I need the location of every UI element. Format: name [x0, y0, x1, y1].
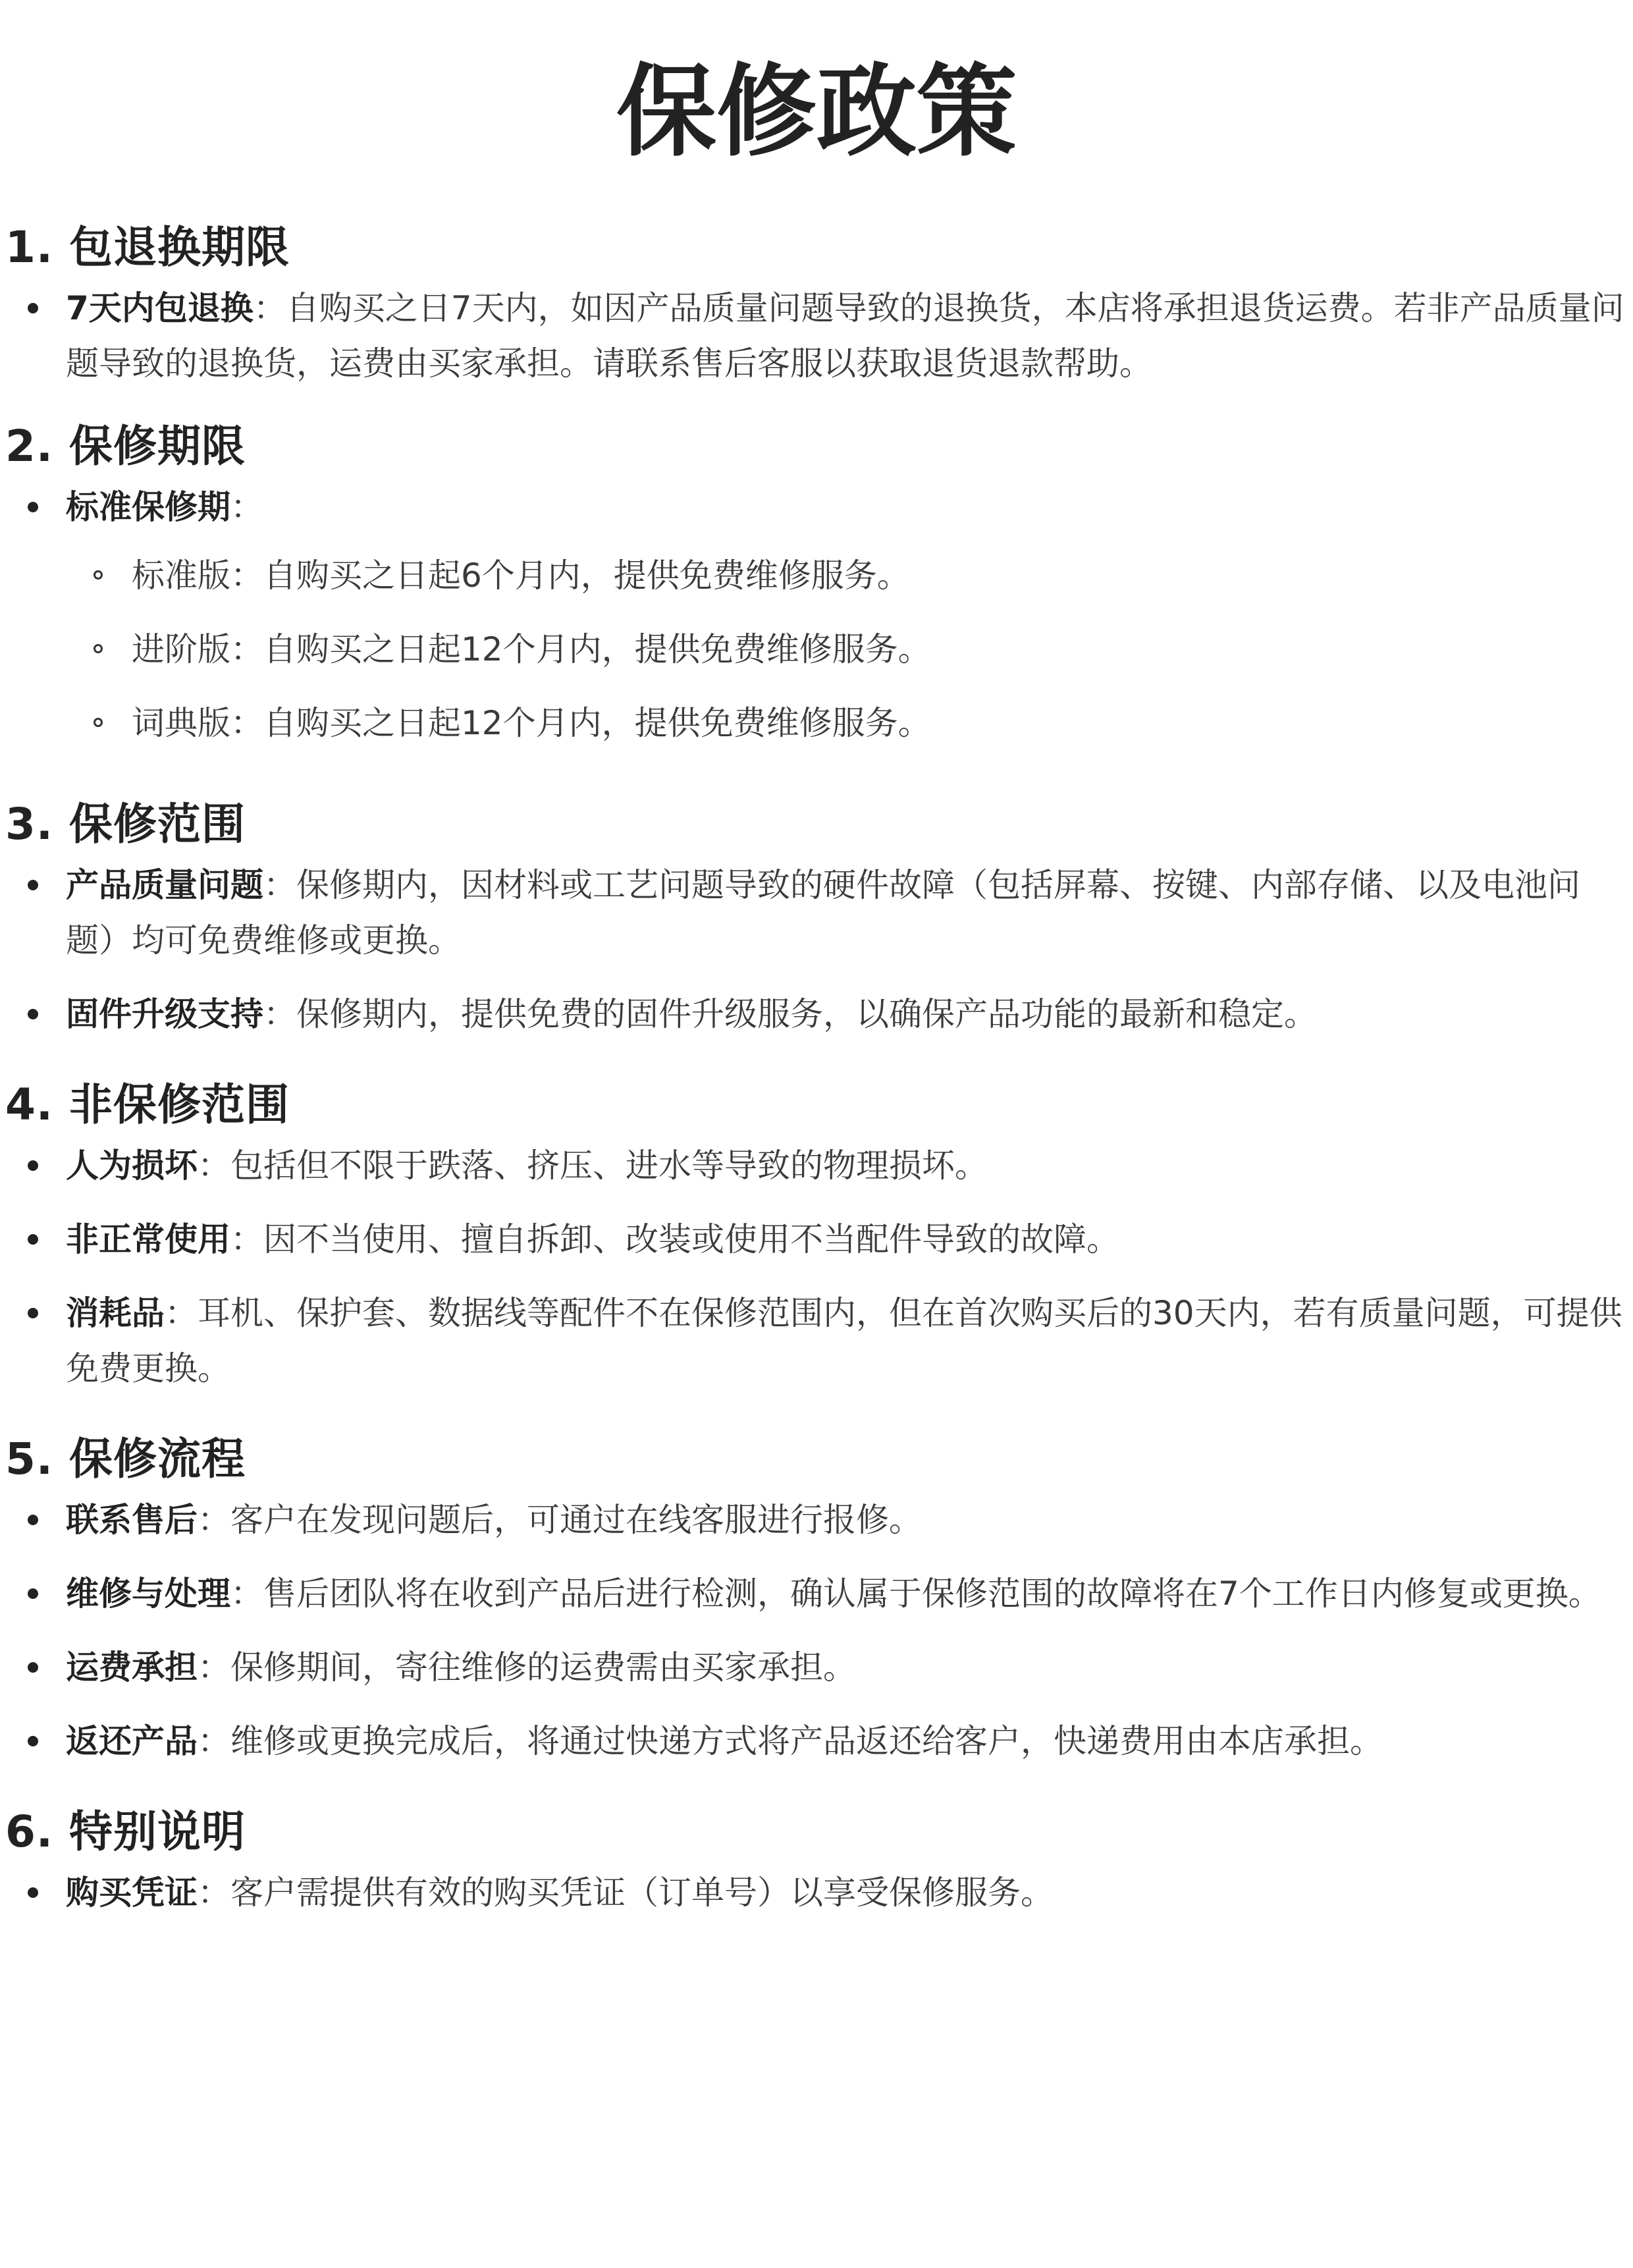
page-title: 保修政策: [616, 53, 1017, 170]
item-label: 标准保修期: [66, 488, 230, 526]
item-label: 联系售后: [66, 1501, 198, 1539]
item-text: ：包括但不限于跌落、挤压、进水等导致的物理损坏。: [198, 1147, 988, 1185]
item-text: ：售后团队将在收到产品后进行检测，确认属于保修范围的故障将在7个工作日内修复或更换。: [230, 1575, 1601, 1613]
item-label: 产品质量问题: [66, 866, 263, 904]
sub-list-item: 标准版：自购买之日起6个月内，提供免费维修服务。: [132, 539, 1628, 612]
item-text: ：保修期内，因材料或工艺问题导致的硬件故障（包括屏幕、按键、内部存储、以及电池问题）均可免费维修或更换。: [66, 866, 1580, 959]
item-label: 返还产品: [66, 1722, 198, 1760]
list-item: [66, 1714, 1628, 1769]
sub-list: [66, 539, 1628, 760]
section-heading: 3. 保修范围: [5, 799, 246, 850]
section-return-period: [5, 215, 1628, 391]
item-text: ：耳机、保护套、数据线等配件不在保修范围内，但在首次购买后的30天内，若有质量问题，可提供免费更换。: [66, 1294, 1622, 1388]
item-text: ：自购买之日7天内，如因产品质量问题导致的退换货，本店将承担退货运费。若非产品质量问题导致的退换货，运费由买家承担。请联系售后客服以获取退货退款帮助。: [66, 289, 1624, 383]
item-text: ：维修或更换完成后，将通过快递方式将产品返还给客户，快递费用由本店承担。: [198, 1722, 1383, 1760]
sub-list-item: 进阶版：自购买之日起12个月内，提供免费维修服务。: [132, 612, 1628, 686]
section-heading: 2. 保修期限: [5, 421, 246, 472]
list-item: [66, 1865, 1628, 1920]
item-text: ：客户需提供有效的购买凭证（订单号）以享受保修服务。: [198, 1874, 1054, 1912]
list-item: [66, 1566, 1628, 1621]
item-text: ：保修期间，寄往维修的运费需由买家承担。: [198, 1648, 856, 1687]
section-special-notes: [5, 1799, 1628, 1920]
section-heading: 6. 特别说明: [5, 1806, 246, 1857]
list-item: [66, 857, 1628, 968]
list-item: [66, 1138, 1628, 1193]
bullet-list: [5, 1492, 1628, 1769]
section-warranty-period: [5, 414, 1628, 760]
list-item: [66, 1492, 1628, 1548]
section-warranty-process: [5, 1426, 1628, 1769]
section-non-warranty-scope: [5, 1072, 1628, 1396]
section-heading: 4. 非保修范围: [5, 1079, 290, 1130]
item-text: ：: [230, 488, 263, 526]
sub-list-item: 词典版：自购买之日起12个月内，提供免费维修服务。: [132, 686, 1628, 760]
bullet-list: [5, 479, 1628, 760]
section-warranty-scope: [5, 792, 1628, 1042]
list-item: [66, 986, 1628, 1042]
item-label: 消耗品: [66, 1294, 165, 1332]
item-label: 人为损坏: [66, 1147, 198, 1185]
bullet-list: [5, 1865, 1628, 1920]
section-heading: 1. 包退换期限: [5, 222, 290, 273]
item-text: ：客户在发现问题后，可通过在线客服进行报修。: [198, 1501, 922, 1539]
list-item: [66, 479, 1628, 760]
bullet-list: [5, 857, 1628, 1042]
section-heading: 5. 保修流程: [5, 1434, 246, 1484]
list-item: [66, 1212, 1628, 1267]
item-label: 固件升级支持: [66, 995, 263, 1033]
item-label: 运费承担: [66, 1648, 198, 1687]
list-item: [66, 1285, 1628, 1396]
list-item: [66, 281, 1628, 391]
list-item: [66, 1640, 1628, 1695]
item-label: 7天内包退换: [66, 289, 254, 327]
bullet-list: [5, 281, 1628, 391]
bullet-list: [5, 1138, 1628, 1396]
item-text: ：保修期内，提供免费的固件升级服务，以确保产品功能的最新和稳定。: [263, 995, 1317, 1033]
item-label: 非正常使用: [66, 1220, 230, 1258]
item-label: 维修与处理: [66, 1575, 230, 1613]
item-label: 购买凭证: [66, 1874, 198, 1912]
item-text: ：因不当使用、擅自拆卸、改装或使用不当配件导致的故障。: [230, 1220, 1119, 1258]
